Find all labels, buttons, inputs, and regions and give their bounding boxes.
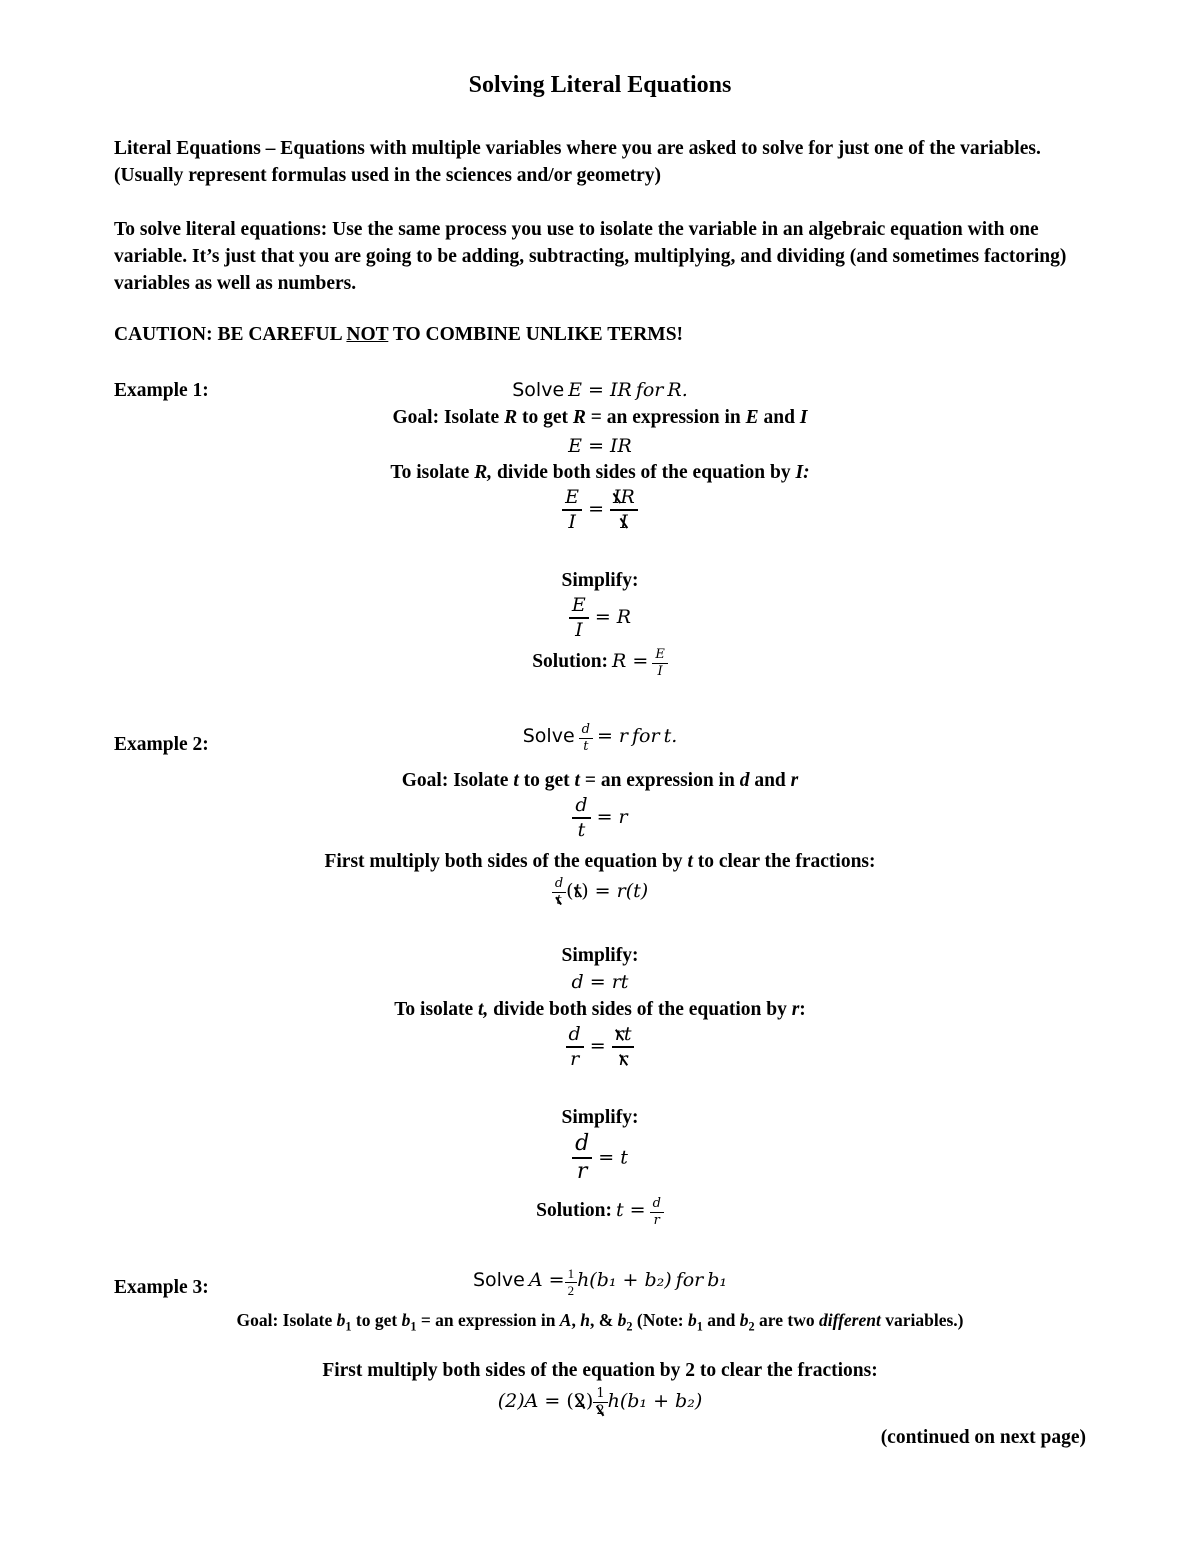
ex1-step1-a: To isolate [390, 462, 475, 483]
ex1-goal-v2: R [572, 407, 586, 428]
ex1-frac-rhs-den [610, 511, 638, 534]
ex2-mult-frac [552, 876, 566, 908]
example2-label: Example 2: [114, 734, 209, 755]
ex3-note-d: variables.) [880, 1310, 964, 1330]
ex2-div-lhs [566, 1023, 584, 1071]
ex3-note-b: and [702, 1310, 740, 1330]
ex2-div-lhs-num: d [566, 1023, 584, 1048]
definition-paragraph: Literal Equations – Equations with multiple variables where you are asked to solve for just one of the variables. (Usually represent formulas used in the sciences and/or geometry) [114, 138, 1041, 186]
ex1-frac-lhs-num: E [562, 486, 582, 511]
ex2-restate-rhs: = r [596, 805, 628, 828]
example1-problem [0, 379, 1200, 401]
example3-step1: First multiply both sides of the equation by 2 to clear the fractions: [322, 1360, 878, 1381]
ex3-mult-frac-num: 1 [593, 1386, 607, 1403]
ex2-div-rhs-num [612, 1023, 635, 1048]
ex1-goal-v4: I [799, 407, 808, 428]
ex2-simp2-rhs: = t [598, 1146, 628, 1169]
ex2-var: t. [663, 724, 678, 747]
ex2-div-lhs-den: r [570, 1047, 580, 1070]
ex2-sol-lhs: t = [615, 1198, 646, 1221]
page-title: Solving Literal Equations [468, 72, 732, 98]
example2-division: $\frac{d}{r}$ = $\frac{rt}{r}$ [0, 1023, 1200, 1071]
ex3-note-em: different [818, 1310, 881, 1330]
example1-solve-word: Solve [512, 379, 565, 401]
caution-not: NOT [346, 324, 389, 345]
ex1-simp-frac [569, 594, 589, 642]
ex2-step2-a: To isolate [394, 999, 478, 1020]
ex3-var: b₁ [707, 1268, 728, 1291]
ex2-div-rhs [612, 1023, 635, 1071]
example3-label: Example 3: [114, 1277, 209, 1298]
ex1-simp-den: I [575, 618, 583, 641]
ex2-step1-v: t [687, 851, 693, 872]
ex3-goal-v2-sub: 1 [410, 1319, 417, 1334]
ex2-div-cancel-den: r [618, 1047, 628, 1070]
ex2-goal-c: = an expression in [579, 770, 740, 791]
ex1-frac-lhs [562, 486, 582, 534]
example2-solve-word: Solve [522, 724, 575, 747]
ex1-goal-b: to get [517, 407, 573, 428]
ex2-mult-cancel-den: t [556, 892, 562, 908]
ex3-goal-v5-sub: 2 [626, 1319, 633, 1334]
example2-goal [0, 770, 1200, 792]
ex1-frac-rhs-num [610, 486, 638, 511]
ex2-div-rhs-rest: t [623, 1023, 632, 1045]
ex3-mult-lhs: (2)A = [497, 1390, 561, 1413]
ex2-div-rhs-den-wrap [612, 1048, 635, 1071]
ex3-for: for [675, 1268, 704, 1291]
example2-simplify1: Simplify: [561, 945, 639, 966]
ex3-half [565, 1266, 578, 1298]
ex1-sol-frac [652, 647, 668, 679]
ex2-step2-b: divide both sides of the equation by [488, 999, 792, 1020]
ex3-half-den: 2 [567, 1282, 575, 1298]
ex3-note-v2: b [739, 1310, 749, 1330]
example3-solve-word: Solve [472, 1268, 525, 1291]
example1-simplified [0, 594, 1200, 642]
ex2-solution-label: Solution: [536, 1199, 612, 1221]
ex3-mult-rest: h(b₁ + b₂) [607, 1390, 703, 1413]
ex1-step1-b: divide both sides of the equation by [492, 462, 796, 483]
ex3-mult-frac [593, 1386, 607, 1418]
ex2-mult-paren-l: ( [566, 880, 574, 903]
example1-simplify: Simplify: [561, 570, 639, 591]
ex2-goal-v4: r [790, 770, 799, 791]
ex1-step1-v: R, [474, 462, 493, 483]
example2-step1 [0, 851, 1200, 873]
ex2-div-cancel-num: r [614, 1023, 624, 1045]
ex3-goal-b: to get [351, 1310, 402, 1330]
ex2-eq-rhs: = r [596, 724, 629, 747]
ex2-goal-v2: t [574, 770, 580, 791]
process-paragraph: To solve literal equations: Use the same process you use to isolate the variable in an algebraic equation with one variable. It’s just that you are going to be adding, subtracting, multiplying, and dividing (and sometimes factoring) variables as well as numbers. [114, 219, 1067, 294]
ex2-sol-frac [650, 1196, 664, 1228]
ex3-eq-lhs: A = [528, 1268, 565, 1291]
ex3-note-c: are two [754, 1310, 819, 1330]
example1-division: $\frac{E}{I}$ = $\frac{IR}{I}$ [0, 486, 1200, 534]
ex2-mult-cancel-t: t [573, 880, 582, 903]
ex3-goal-v4: h [580, 1310, 590, 1330]
caution-pre: CAUTION: BE CAREFUL [114, 324, 347, 345]
example1-label: Example 1: [114, 380, 209, 401]
ex3-goal-v3: A [559, 1310, 572, 1330]
ex3-mult-frac-den-wrap [593, 1403, 607, 1419]
ex3-mult-frac-cancel: 2 [596, 1402, 605, 1418]
ex1-goal-v3: E [745, 407, 759, 428]
ex2-simp2-den: r [576, 1159, 588, 1185]
example1-var: R. [667, 379, 688, 401]
ex1-solution-label: Solution: [532, 650, 609, 672]
ex2-step1-b: to clear the fractions: [692, 851, 876, 872]
ex2-mult-rhs: = r(t) [594, 880, 649, 903]
ex1-frac-rhs [610, 486, 638, 534]
ex3-goal-v1-sub: 1 [345, 1319, 352, 1334]
example2-simplified [0, 1131, 1200, 1186]
ex2-step1-a: First multiply both sides of the equation by [324, 851, 688, 872]
ex2-simp2-num: d [572, 1131, 592, 1159]
ex3-mult-cancel: 2 [573, 1390, 586, 1413]
ex2-for: for [632, 724, 660, 747]
ex2-mult-num: d [552, 876, 566, 893]
ex2-sol-num: d [650, 1196, 664, 1213]
ex2-simp2-frac [572, 1131, 592, 1186]
ex3-half-num: 1 [565, 1266, 578, 1283]
ex3-goal-v5: b [617, 1310, 627, 1330]
ex1-sol-lhs: R = [612, 649, 649, 672]
ex3-goal-a: Goal: Isolate [236, 1310, 337, 1330]
example1-solution [0, 647, 1200, 679]
example2-restate [0, 794, 1200, 842]
example2-problem [0, 722, 1200, 754]
ex2-goal-a: Goal: Isolate [401, 770, 514, 791]
ex1-simp-rhs: = R [594, 605, 632, 628]
ex1-step1-v2: I: [795, 462, 810, 483]
ex1-sol-num: E [652, 647, 668, 664]
ex3-mult-paren-l: ( [566, 1390, 574, 1413]
example1-goal [0, 407, 1200, 429]
ex2-goal-v3: d [739, 770, 750, 791]
ex2-sol-den: r [653, 1212, 660, 1228]
example1-for: for [635, 379, 664, 401]
caution-line [114, 324, 683, 346]
example1-step1 [0, 462, 1200, 484]
ex3-goal-v1: b [336, 1310, 346, 1330]
ex3-note-a: (Note: [632, 1310, 688, 1330]
ex1-frac-lhs-den: I [568, 510, 576, 533]
ex3-goal-c: = an expression in [416, 1310, 560, 1330]
ex2-restate-den: t [577, 818, 586, 841]
ex3-goal-sep2: , & [589, 1310, 618, 1330]
ex2-step2-c: : [799, 999, 806, 1020]
ex3-note-v1-sub: 1 [696, 1319, 703, 1334]
ex1-sol-den: I [657, 663, 663, 679]
ex1-goal-v1: R [504, 407, 518, 428]
ex3-goal-sep1: , [571, 1310, 581, 1330]
ex2-step2-v2: r [791, 999, 800, 1020]
ex2-restate-num: d [572, 794, 590, 819]
ex2-restate-frac [572, 794, 590, 842]
ex1-goal-c: = an expression in [585, 407, 746, 428]
ex1-goal-d: and [758, 407, 800, 428]
ex1-frac-rhs-num-rest: R [620, 486, 635, 508]
ex3-mult-paren-r: ) [585, 1390, 594, 1413]
example2-multiply [0, 876, 1200, 908]
example2-simp1: d = rt [571, 971, 629, 993]
ex2-mult-den-wrap [552, 893, 566, 909]
ex2-step2-v: t, [478, 999, 489, 1020]
ex1-goal-a: Goal: Isolate [392, 407, 505, 428]
caution-post: TO COMBINE UNLIKE TERMS! [388, 324, 684, 345]
example3-multiply [0, 1386, 1200, 1418]
example2-solution [0, 1196, 1200, 1228]
example2-step2 [0, 999, 1200, 1021]
ex1-cancel-den: I [620, 510, 628, 533]
example1-equation: E = IR [568, 379, 632, 401]
continued-note: (continued on next page) [880, 1427, 1086, 1448]
example2-simplify2: Simplify: [561, 1107, 639, 1128]
ex2-goal-d: and [749, 770, 791, 791]
ex3-goal-v2: b [401, 1310, 411, 1330]
example1-restate: E = IR [568, 435, 632, 457]
example3-problem [0, 1266, 1200, 1298]
ex3-eq-rest: h(b₁ + b₂) [577, 1268, 672, 1291]
ex3-note-v2-sub: 2 [748, 1319, 755, 1334]
ex1-cancel-num: I [613, 486, 621, 508]
ex2-eq-den: t [583, 738, 589, 754]
ex2-mult-paren-r: ) [581, 880, 589, 903]
ex2-goal-v1: t [513, 770, 519, 791]
ex3-note-v1: b [687, 1310, 697, 1330]
ex2-goal-b: to get [518, 770, 575, 791]
ex2-eq-num: d [579, 722, 593, 739]
example3-goal [0, 1310, 1200, 1335]
ex1-simp-num: E [569, 594, 589, 619]
ex2-eq-frac [579, 722, 593, 754]
